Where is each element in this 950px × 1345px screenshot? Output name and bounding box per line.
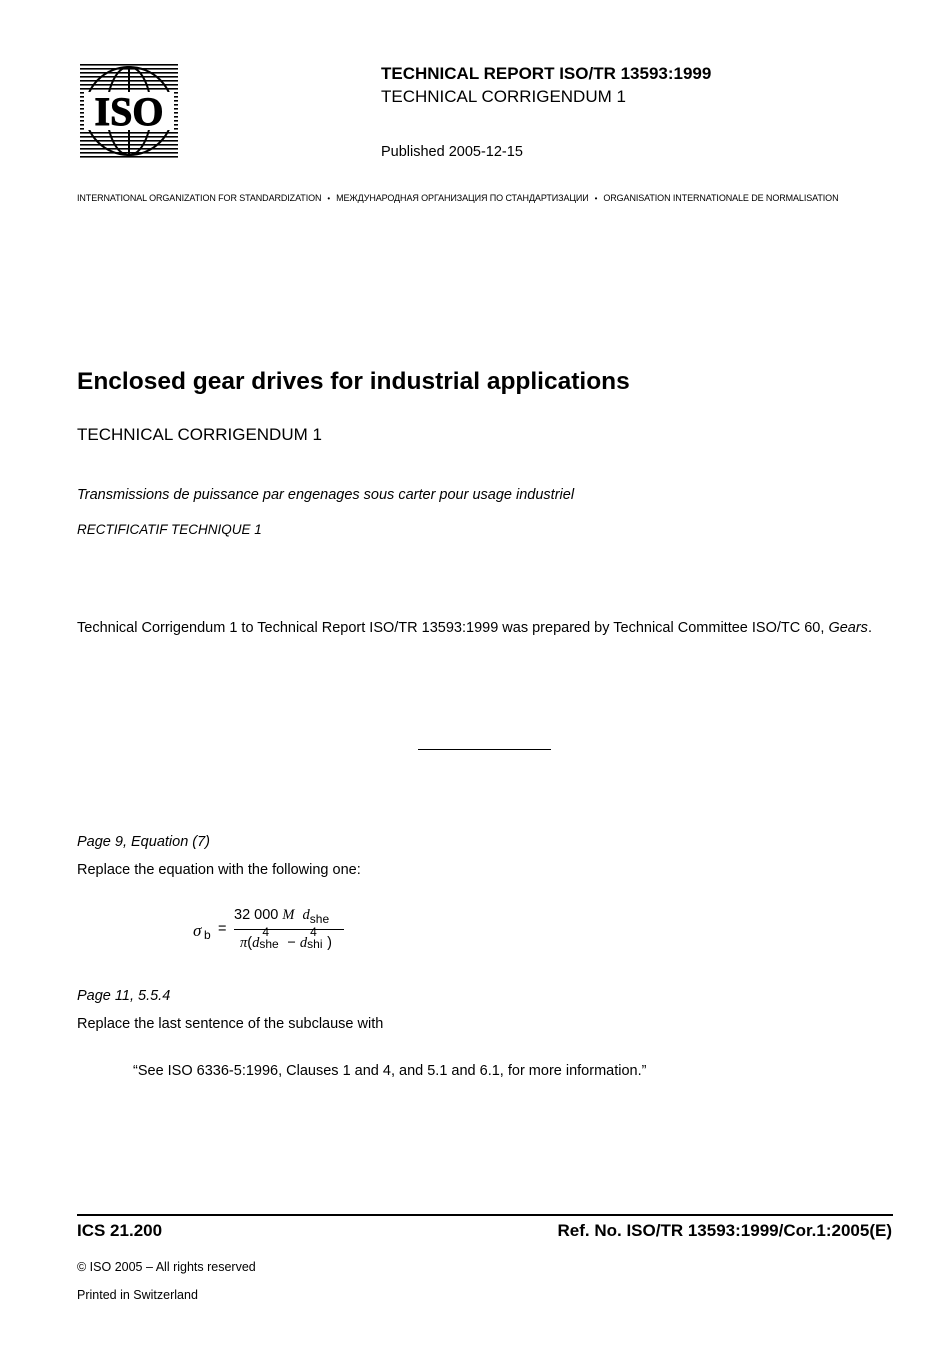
eq-den-close: ) [327, 935, 332, 951]
eq-den-script2 [307, 925, 327, 951]
eq-den-d1: d [252, 935, 260, 951]
corrigendum-label: TECHNICAL CORRIGENDUM 1 [77, 425, 322, 444]
eq-fraction-bar [234, 929, 344, 930]
eq-num-d: d [302, 907, 310, 923]
org-name-english: INTERNATIONAL ORGANIZATION FOR STANDARDIZATION [77, 193, 322, 203]
eq-num-subscript: she [309, 912, 330, 926]
replacement-quote: “See ISO 6336-5:1996, Clauses 1 and 4, and 5.1 and 6.1, for more information.” [133, 1063, 647, 1079]
eq-den-sub1: she [259, 937, 279, 951]
org-separator: • [327, 194, 331, 203]
footer-rule [77, 1214, 893, 1216]
iso-logo-graphic [80, 64, 178, 158]
eq-den-open: ( [247, 935, 253, 951]
equation [190, 905, 360, 961]
ics-code: ICS 21.200 [77, 1221, 163, 1240]
separator-rule [418, 749, 551, 750]
eq-num-constant: 32 000 [234, 907, 279, 923]
published-date: Published 2005-12-15 [381, 144, 523, 160]
intro-end: . [867, 620, 872, 636]
section-heading: Page 11, 5.5.4 [77, 988, 171, 1004]
eq-equals: = [218, 921, 227, 937]
eq-sigma: σ [193, 921, 202, 940]
section-heading: Page 9, Equation (7) [77, 834, 211, 850]
eq-den-sub2: shi [307, 937, 323, 951]
reference-number: Ref. No. ISO/TR 13593:1999/Cor.1:2005(E) [557, 1221, 892, 1240]
copyright-notice: © ISO 2005 – All rights reserved [77, 1260, 256, 1274]
eq-denominator [240, 925, 332, 952]
eq-den-d2: d [299, 935, 308, 951]
intro-text: Technical Corrigendum 1 to Technical Report ISO/TR 13593:1999 was prepared by Technical Committee ISO/TC 60, [77, 620, 829, 636]
section-text: Replace the equation with the following one: [77, 862, 361, 878]
eq-sigma-subscript: b [204, 928, 211, 942]
report-subtitle: TECHNICAL CORRIGENDUM 1 [381, 87, 626, 106]
printed-in: Printed in Switzerland [77, 1288, 198, 1302]
section-text: Replace the last sentence of the subclause with [77, 1016, 384, 1032]
eq-den-sup2: 4 [310, 925, 317, 939]
iso-logo-text: ISO [94, 89, 164, 134]
document-title: Enclosed gear drives for industrial applications [77, 368, 630, 395]
french-title: Transmissions de puissance par engenages sous carter pour usage industriel [77, 487, 575, 503]
org-name-russian: МЕЖДУНАРОДНАЯ ОРГАНИЗАЦИЯ ПО СТАНДАРТИЗАЦИИ [336, 193, 589, 203]
iso-logo [80, 64, 178, 158]
eq-den-script1 [259, 925, 283, 951]
eq-den-pi: π [240, 935, 248, 951]
eq-den-minus: − [287, 935, 296, 951]
intro-paragraph [77, 619, 892, 637]
organization-line [77, 193, 838, 203]
org-name-french: ORGANISATION INTERNATIONALE DE NORMALISATION [603, 193, 839, 203]
eq-den-sup1: 4 [262, 925, 270, 939]
eq-num-m: M [282, 907, 295, 923]
report-title: TECHNICAL REPORT ISO/TR 13593:1999 [381, 64, 712, 83]
org-separator: • [594, 194, 598, 203]
french-corrigendum-label: RECTIFICATIF TECHNIQUE 1 [77, 522, 262, 537]
committee-name: Gears [828, 620, 868, 636]
eq-numerator [234, 907, 329, 924]
